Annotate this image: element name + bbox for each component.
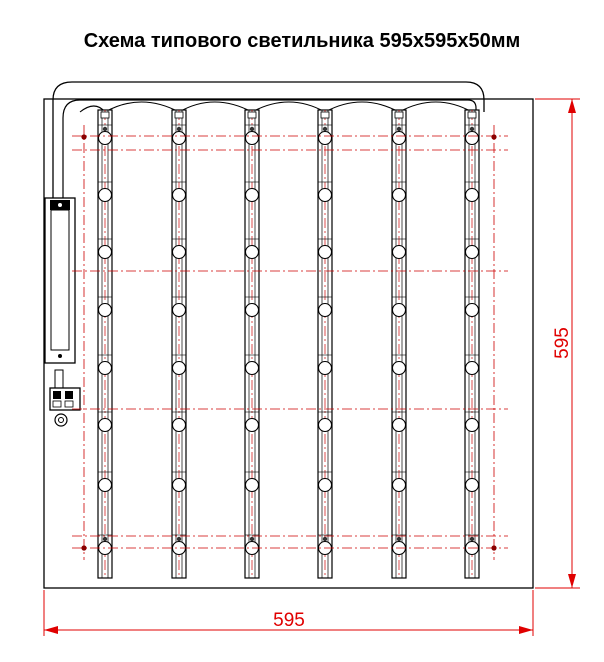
strip-connector xyxy=(321,112,329,118)
led-lens xyxy=(393,304,406,317)
strip-screw-hole xyxy=(323,127,327,131)
led-lens xyxy=(173,189,186,202)
strip-connector xyxy=(468,112,476,118)
led-lens xyxy=(99,304,112,317)
led-strip xyxy=(392,110,406,578)
led-lens xyxy=(319,132,332,145)
centre-lines xyxy=(72,125,508,560)
led-lens xyxy=(246,362,259,375)
led-lens xyxy=(393,419,406,432)
led-lens xyxy=(466,419,479,432)
led-lens xyxy=(246,246,259,259)
led-lens xyxy=(246,304,259,317)
led-strip xyxy=(318,110,332,578)
led-lens xyxy=(393,132,406,145)
led-lens xyxy=(466,304,479,317)
led-lens xyxy=(466,132,479,145)
led-lens xyxy=(99,479,112,492)
led-strip xyxy=(245,110,259,578)
led-strip xyxy=(172,110,186,578)
led-lens xyxy=(319,246,332,259)
led-driver xyxy=(45,198,75,363)
strip-screw-hole xyxy=(103,537,107,541)
led-lens xyxy=(99,132,112,145)
led-lens xyxy=(99,362,112,375)
strip-screw-hole xyxy=(397,127,401,131)
mounting-holes xyxy=(81,134,496,550)
wire-scallops xyxy=(80,102,472,112)
led-lens xyxy=(393,362,406,375)
strip-screw-hole xyxy=(103,127,107,131)
strip-connector xyxy=(175,112,183,118)
led-lens xyxy=(99,189,112,202)
page-title: Схема типового светильника 595х595х50мм xyxy=(83,30,521,52)
led-lens xyxy=(319,304,332,317)
led-lens xyxy=(173,246,186,259)
led-lens xyxy=(246,189,259,202)
led-lens xyxy=(466,246,479,259)
led-lens xyxy=(246,132,259,145)
led-lens xyxy=(466,362,479,375)
led-lens xyxy=(393,189,406,202)
led-lens xyxy=(319,479,332,492)
led-strip xyxy=(98,110,112,578)
strip-screw-hole xyxy=(177,127,181,131)
led-lens xyxy=(319,189,332,202)
strip-connector xyxy=(248,112,256,118)
led-lens xyxy=(319,419,332,432)
strip-connector xyxy=(101,112,109,118)
wire-harness-inner xyxy=(63,100,476,198)
led-lens xyxy=(173,304,186,317)
led-strips xyxy=(98,110,479,578)
strip-screw-hole xyxy=(470,537,474,541)
strip-screw-hole xyxy=(397,537,401,541)
led-lens xyxy=(173,132,186,145)
strip-screw-hole xyxy=(177,537,181,541)
led-lens xyxy=(466,189,479,202)
led-lens xyxy=(99,419,112,432)
led-lens xyxy=(246,479,259,492)
strip-screw-hole xyxy=(250,127,254,131)
led-lens xyxy=(173,419,186,432)
led-lens xyxy=(246,419,259,432)
led-strip xyxy=(465,110,479,578)
led-lens xyxy=(319,362,332,375)
height-dimension-label: 595 xyxy=(552,327,573,359)
strip-connector xyxy=(395,112,403,118)
led-lens xyxy=(173,362,186,375)
terminal-block xyxy=(50,370,80,426)
strip-screw-hole xyxy=(250,537,254,541)
width-dimension-label: 595 xyxy=(273,610,305,631)
led-lens xyxy=(99,246,112,259)
strip-screw-hole xyxy=(470,127,474,131)
strip-screw-hole xyxy=(323,537,327,541)
led-lens xyxy=(466,479,479,492)
led-lens xyxy=(173,479,186,492)
led-lens xyxy=(393,479,406,492)
led-lens xyxy=(393,246,406,259)
panel-outline xyxy=(44,99,533,588)
